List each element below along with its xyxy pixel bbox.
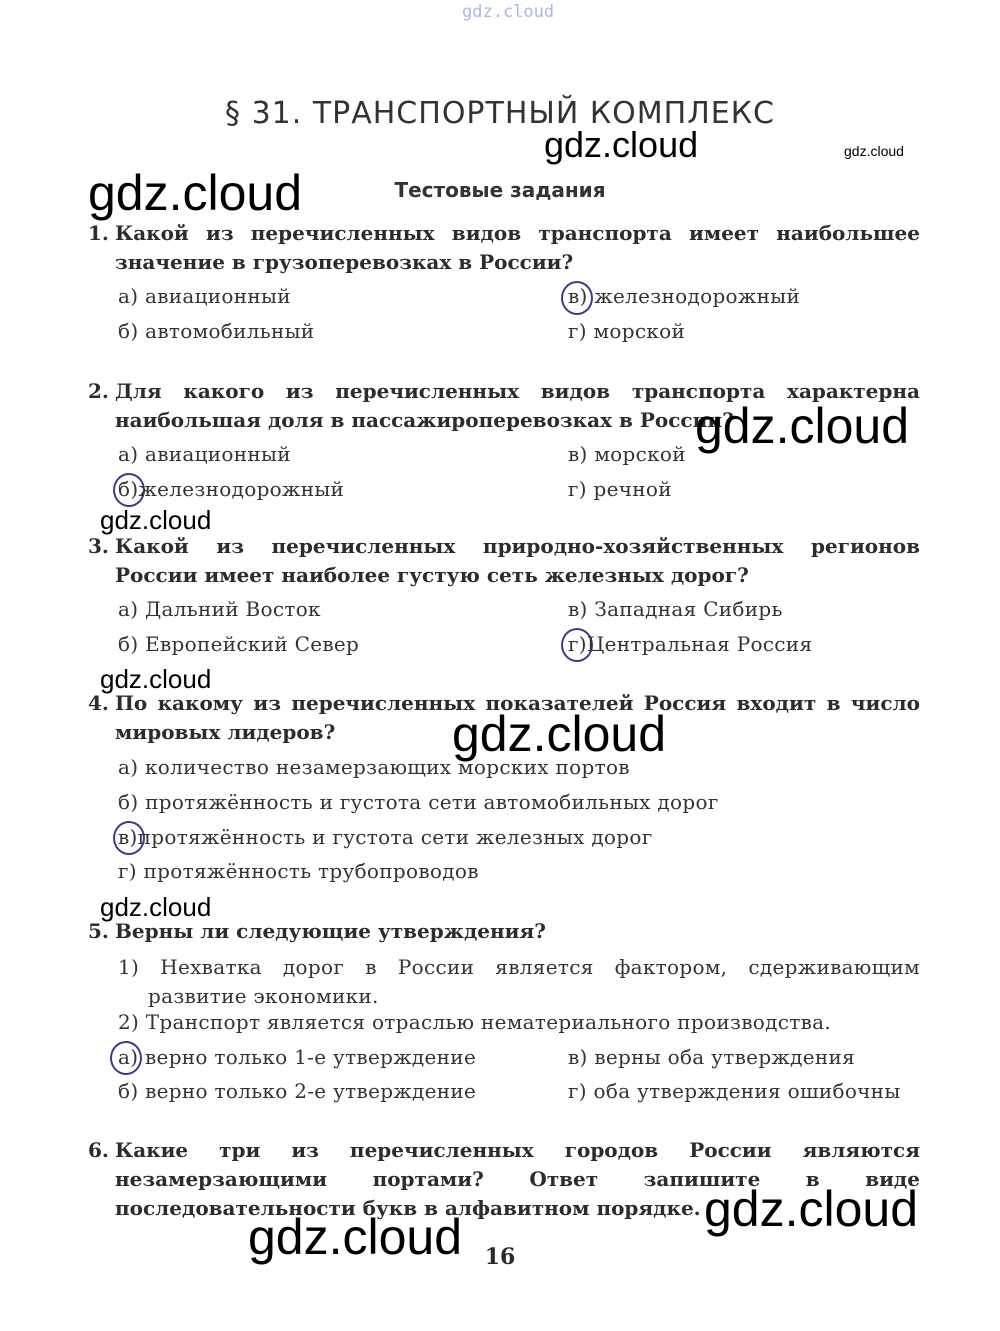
page-title: § 31. ТРАНСПОРТНЫЙ КОМПЛЕКС xyxy=(225,96,775,131)
option-letter: б) xyxy=(118,477,139,501)
option-letter: в) xyxy=(118,825,138,849)
watermark: gdz.cloud xyxy=(100,664,212,694)
option-g: г) морской xyxy=(568,319,686,343)
question-number: 1. xyxy=(88,221,109,245)
option-a xyxy=(118,1045,476,1069)
option-v: в) верны оба утверждения xyxy=(568,1045,856,1069)
option-letter: г) xyxy=(568,632,587,656)
page-number: 16 xyxy=(484,1244,516,1270)
option-b: б) Европейский Север xyxy=(118,632,360,656)
option-v xyxy=(568,284,800,308)
option-b: б) протяжённость и густота сети автомобильных дорог xyxy=(118,790,719,814)
question-number: 2. xyxy=(88,379,109,403)
question-number: 5. xyxy=(88,919,109,943)
statement-1: 1) Нехватка дорог в России является фактором, сдерживающим развитие экономики. xyxy=(118,955,920,1008)
watermark: gdz.cloud xyxy=(100,505,212,535)
option-a: а) авиационный xyxy=(118,284,291,308)
watermark: gdz.cloud xyxy=(100,892,212,922)
option-g: г) речной xyxy=(568,477,672,501)
option-v xyxy=(118,825,653,849)
option-g: г) протяжённость трубопроводов xyxy=(118,859,479,883)
option-v: в) Западная Сибирь xyxy=(568,597,783,621)
question-number: 4. xyxy=(88,691,109,715)
question-text: Верны ли следующие утверждения? xyxy=(115,919,546,943)
option-v: в) морской xyxy=(568,442,686,466)
option-a: а) количество незамерзающих морских портов xyxy=(118,755,630,779)
option-b: б) верно только 2-е утверждение xyxy=(118,1079,477,1103)
watermark: gdz.cloud xyxy=(695,398,910,454)
option-text: протяжённость и густота сети железных дорог xyxy=(137,825,653,849)
option-letter: а) xyxy=(118,1045,139,1069)
option-letter: в) xyxy=(568,284,588,308)
question-text: Для какого из перечисленных видов транспорта характерна наибольшая доля в пассажироперевозках в России? xyxy=(115,379,920,432)
watermark: gdz.cloud xyxy=(452,706,667,762)
question-3 xyxy=(88,532,920,590)
option-text: железнодорожный xyxy=(594,284,801,308)
watermark: gdz.cloud xyxy=(88,165,303,221)
question-number: 3. xyxy=(88,534,109,558)
option-b: б) автомобильный xyxy=(118,319,315,343)
option-text: верно только 1-е утверждение xyxy=(145,1045,477,1069)
watermark-top: gdz.cloud xyxy=(462,2,555,22)
option-a: а) Дальний Восток xyxy=(118,597,321,621)
watermark: gdz.cloud xyxy=(704,1181,919,1237)
option-b xyxy=(118,477,344,501)
section-subtitle: Тестовые задания xyxy=(394,178,606,202)
watermark: gdz.cloud xyxy=(544,124,699,165)
option-g: г) оба утверждения ошибочны xyxy=(568,1079,901,1103)
watermark: gdz.cloud xyxy=(844,143,904,159)
question-number: 6. xyxy=(88,1138,109,1162)
option-text: железнодорожный xyxy=(138,477,345,501)
question-text: Какие три из перечисленных городов России являются незамерзающими портами? Ответ запишите в виде последовательности букв в алфавитном порядке. xyxy=(115,1138,920,1220)
option-text: Центральная Россия xyxy=(586,632,813,656)
watermark: gdz.cloud xyxy=(248,1209,463,1265)
question-text: Какой из перечисленных видов транспорта имеет наибольшее значение в грузоперевозках в России? xyxy=(115,221,920,274)
option-a: а) авиационный xyxy=(118,442,291,466)
option-g xyxy=(568,632,812,656)
question-text: По какому из перечисленных показателей Россия входит в число мировых лидеров? xyxy=(115,691,920,744)
question-text: Какой из перечисленных природно-хозяйственных регионов России имеет наиболее густую сеть железных дорог? xyxy=(115,534,920,587)
question-1 xyxy=(88,219,920,277)
question-5 xyxy=(88,917,546,946)
statement-2: 2) Транспорт является отраслью нематериального производства. xyxy=(118,1010,832,1034)
